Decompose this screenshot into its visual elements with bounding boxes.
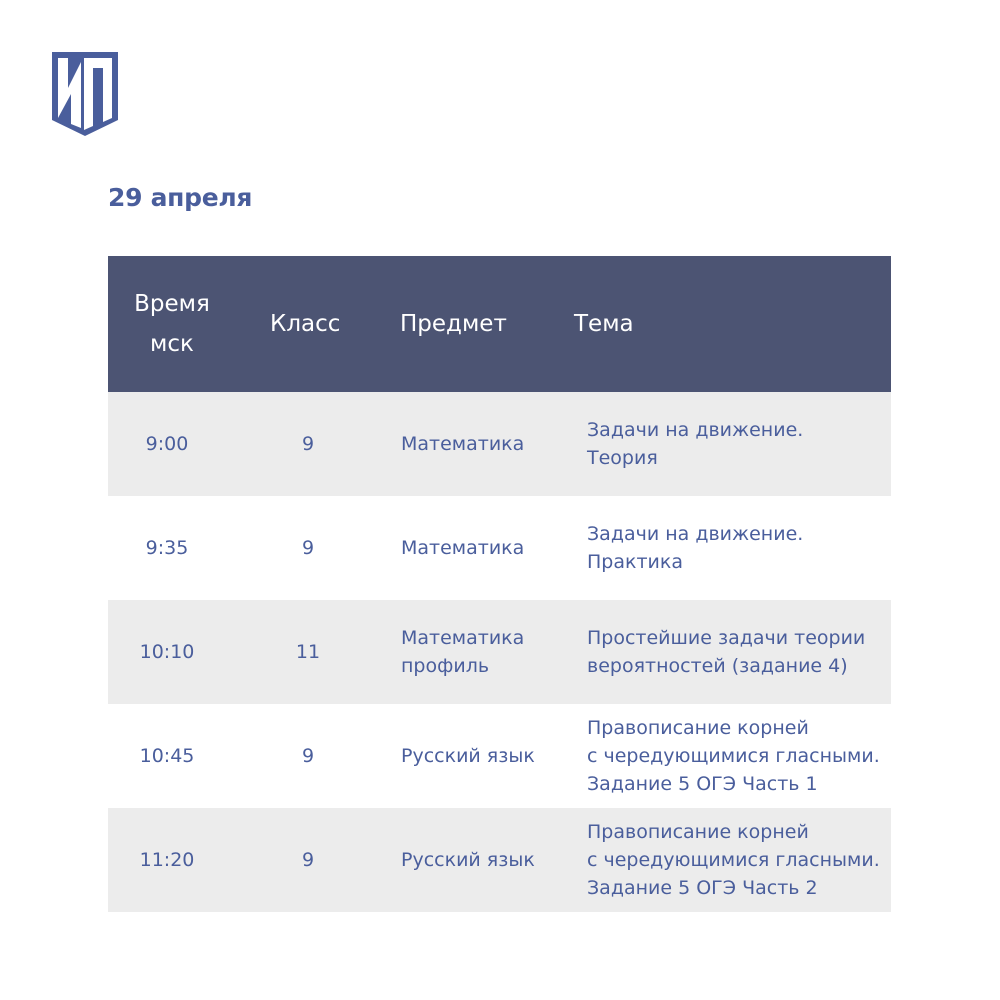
cell-topic: Задачи на движение. Теория <box>587 419 804 469</box>
table-header <box>108 256 891 392</box>
cell-time: 11:20 <box>139 849 195 871</box>
cell-time: 10:10 <box>139 641 195 663</box>
shield-logo-icon <box>48 48 122 138</box>
cell-grade: 9 <box>301 849 315 871</box>
cell-topic: Задачи на движение. Практика <box>587 523 804 573</box>
table-row <box>108 600 891 704</box>
cell-grade: 9 <box>301 745 315 767</box>
cell-topic: Простейшие задачи теории вероятностей (задание 4) <box>587 627 866 677</box>
cell-grade: 11 <box>295 641 321 663</box>
table-body <box>108 392 891 912</box>
publisher-logo <box>48 48 122 138</box>
page-title: 29 апреля <box>108 183 253 212</box>
cell-subject: Математика <box>401 537 525 559</box>
cell-time: 9:35 <box>145 537 189 559</box>
cell-time: 10:45 <box>139 745 195 767</box>
cell-topic: Правописание корней с чередующимися гласными. Задание 5 ОГЭ Часть 2 <box>587 821 880 899</box>
header-topic: Тема <box>574 311 634 337</box>
schedule-table <box>108 256 891 912</box>
cell-grade: 9 <box>301 537 315 559</box>
header-grade: Класс <box>270 311 341 337</box>
table-row <box>108 808 891 912</box>
header-subject: Предмет <box>400 311 507 337</box>
cell-subject: Русский язык <box>401 745 535 767</box>
table-row <box>108 496 891 600</box>
cell-subject: Математика профиль <box>401 627 525 677</box>
cell-subject: Математика <box>401 433 525 455</box>
cell-topic: Правописание корней с чередующимися гласными. Задание 5 ОГЭ Часть 1 <box>587 717 880 795</box>
header-time: Время мск <box>134 291 210 357</box>
table-row <box>108 392 891 496</box>
table-row <box>108 704 891 808</box>
cell-subject: Русский язык <box>401 849 535 871</box>
cell-time: 9:00 <box>145 433 189 455</box>
cell-grade: 9 <box>301 433 315 455</box>
